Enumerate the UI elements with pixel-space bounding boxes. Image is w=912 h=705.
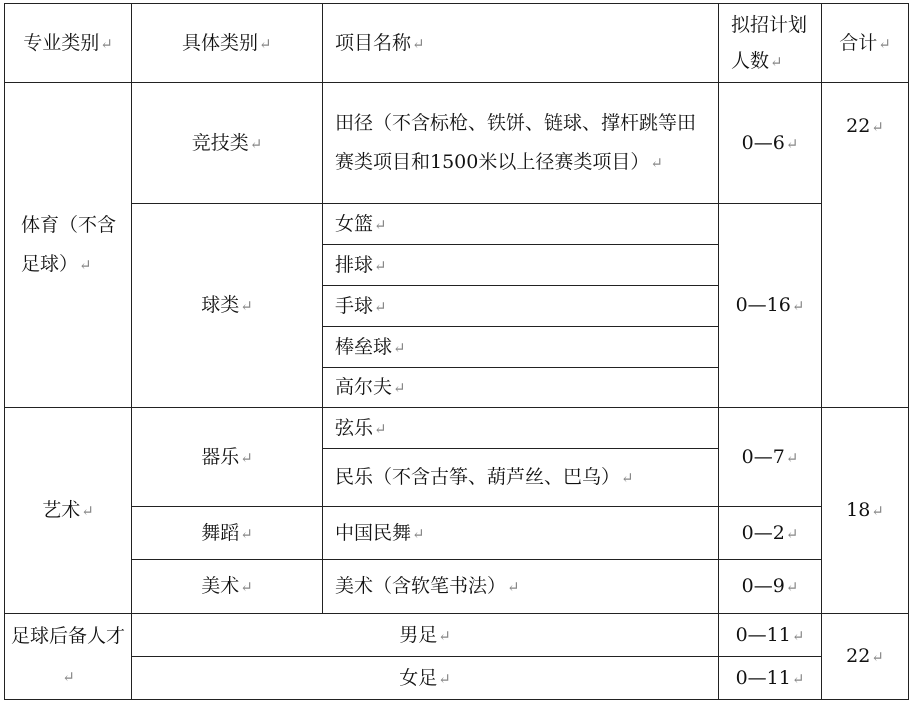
- project-ball-item: 女篮↵: [323, 204, 719, 245]
- table-row: [5, 204, 909, 245]
- header-total: 合计↵: [822, 4, 909, 83]
- project-instrument-item: 民乐（不含古筝、葫芦丝、巴乌）↵: [323, 449, 719, 507]
- project-instrument-item: 弦乐↵: [323, 408, 719, 449]
- major-sports: 体育（不含足球）↵: [5, 83, 132, 408]
- project-ball-item: 高尔夫↵: [323, 368, 719, 408]
- table-row: [5, 657, 909, 700]
- table-row: [5, 560, 909, 614]
- specific-competitive: 竞技类↵: [132, 83, 323, 204]
- table-row: [5, 507, 909, 560]
- specific-dance: 舞蹈↵: [132, 507, 323, 560]
- total-football: 22↵: [822, 614, 909, 700]
- specific-instrument: 器乐↵: [132, 408, 323, 507]
- project-dance: 中国民舞↵: [323, 507, 719, 560]
- quota-fine-art: 0—9↵: [719, 560, 822, 614]
- header-quota: 拟招计划人数↵: [719, 4, 822, 83]
- project-men-football: 男足↵: [132, 614, 719, 657]
- specific-fine-art: 美术↵: [132, 560, 323, 614]
- enrollment-table: [4, 3, 909, 700]
- project-ball-item: 手球↵: [323, 286, 719, 327]
- project-women-football: 女足↵: [132, 657, 719, 700]
- total-sports: 22↵: [822, 83, 909, 408]
- specific-ball: 球类↵: [132, 204, 323, 408]
- header-project: 项目名称↵: [323, 4, 719, 83]
- quota-women-football: 0—11↵: [719, 657, 822, 700]
- header-major: 专业类别↵: [5, 4, 132, 83]
- quota-instrument: 0—7↵: [719, 408, 822, 507]
- quota-dance: 0—2↵: [719, 507, 822, 560]
- table-row: [5, 408, 909, 449]
- major-football: 足球后备人才↵: [5, 614, 132, 700]
- header-row: [5, 4, 909, 83]
- project-ball-item: 棒垒球↵: [323, 327, 719, 368]
- major-arts: 艺术↵: [5, 408, 132, 614]
- project-fine-art: 美术（含软笔书法）↵: [323, 560, 719, 614]
- project-ball-item: 排球↵: [323, 245, 719, 286]
- project-athletics: 田径（不含标枪、铁饼、链球、撑杆跳等田赛类项目和1500米以上径赛类项目）↵: [323, 83, 719, 204]
- quota-ball: 0—16↵: [719, 204, 822, 408]
- quota-competitive: 0—6↵: [719, 83, 822, 204]
- header-specific: 具体类别↵: [132, 4, 323, 83]
- quota-men-football: 0—11↵: [719, 614, 822, 657]
- table-row: [5, 83, 909, 204]
- table-row: [5, 614, 909, 657]
- total-arts: 18↵: [822, 408, 909, 614]
